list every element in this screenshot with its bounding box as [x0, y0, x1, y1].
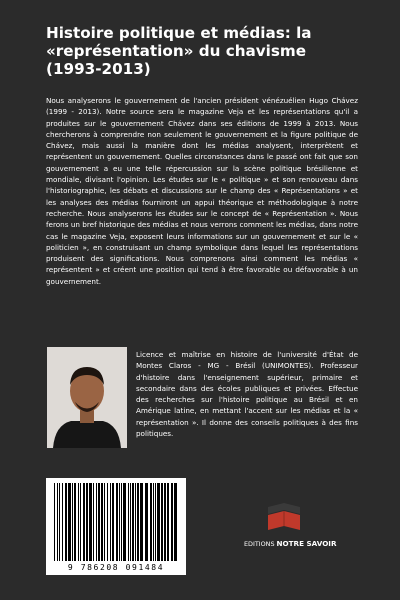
- publisher-logo-icon: [265, 502, 303, 532]
- barcode-bar: [171, 483, 173, 561]
- barcode-bar: [65, 483, 67, 561]
- barcode-bar: [119, 483, 120, 561]
- barcode-bar: [57, 483, 58, 561]
- barcode-bar: [74, 483, 76, 561]
- barcode-bar: [98, 483, 100, 561]
- isbn-digits: 9 786208 091484: [67, 563, 165, 572]
- barcode-bar: [132, 483, 134, 561]
- barcode-bar: [128, 483, 129, 561]
- barcode-bar: [72, 483, 73, 561]
- barcode-bar: [96, 483, 97, 561]
- barcode-bar: [107, 483, 108, 561]
- barcode-bar: [89, 483, 92, 561]
- barcode-bar: [112, 483, 114, 561]
- barcode-bar: [93, 483, 94, 561]
- barcode-bar: [167, 483, 169, 561]
- barcode-bar: [62, 483, 63, 561]
- barcode-bar: [135, 483, 136, 561]
- barcode-bar: [137, 483, 139, 561]
- barcode-bar: [145, 483, 148, 561]
- barcode-bar: [80, 483, 81, 561]
- barcode-bar: [110, 483, 111, 561]
- barcode-bar: [59, 483, 60, 561]
- barcode-bar: [121, 483, 122, 561]
- barcode-bar: [157, 483, 160, 561]
- barcode-bar: [150, 483, 152, 561]
- book-title: Histoire politique et médias: la «représentation» du chavisme (1993-2013): [46, 24, 312, 78]
- author-bio: Licence et maîtrise en histoire de l'université d'État de Montes Claros - MG - Brésil (UNIMONTES). Professeur d'histoire dans l'enseignement supérieur, primaire et secondaire dans des écoles publiques et privées. Effectue des recherches sur l'histoire politique au Brésil et en Amérique latine, en mettant l'accent sur les médias et la « représentation ». Il donne des conseils politiques à des fins politiques.: [136, 350, 358, 439]
- book-synopsis: Nous analyserons le gouvernement de l'ancien président vénézuélien Hugo Chávez (1999 - 2013). Notre source sera le magazine Veja et les représentations qu'il a produites sur le gouvernement Chávez dans ses éditions de 1999 à 2013. Nous chercherons à comprendre non seulement le gouvernement et la figure politique de Chávez, mais aussi la manière dont les médias analysent, interprètent et représentent un gouvernement. Quelles circonstances dans le passé ont fait que son gouvernement a eu une telle répercussion sur la scène politique brésilienne et mondiale, divisant l'opinion. Les études sur le « politique » et son renouveau dans l'historiographie, les débats et discussions sur le champ des « Représentations » et les analyses des médias fourniront un appui théorique et méthodologique à notre recherche. Nous analyserons les études sur le concept de « Représentation ». Nous ferons un bref historique des médias et nous verrons comment les médias, dans notre cas le magazine Veja, exposent leurs informations sur un gouvernement et sur le « politicien », en construisant un champ symbolique dans lequel les représentations produisent des significations. Nous comprenons ainsi comment les médias « représentent » et créent une position qui tend à être favorable ou défavorable à un gouvernement.: [46, 96, 358, 286]
- publisher-name-bold: NOTRE SAVOIR: [276, 539, 337, 548]
- barcode-bar: [104, 483, 105, 561]
- isbn-barcode: [46, 478, 186, 575]
- barcode-bars: [46, 478, 186, 575]
- publisher-name: [244, 539, 344, 548]
- barcode-bar: [155, 483, 156, 561]
- barcode-bar: [140, 483, 143, 561]
- publisher-name-prefix: EDITIONS: [244, 540, 277, 548]
- author-photo: [47, 347, 127, 448]
- barcode-bar: [130, 483, 131, 561]
- author-portrait-image: [47, 347, 127, 448]
- barcode-bar: [161, 483, 163, 561]
- barcode-bar: [86, 483, 88, 561]
- barcode-bar: [174, 483, 177, 561]
- barcode-bar: [153, 483, 154, 561]
- barcode-bar: [101, 483, 103, 561]
- barcode-bar: [116, 483, 118, 561]
- barcode-bar: [54, 483, 55, 561]
- barcode-bar: [164, 483, 166, 561]
- barcode-bar: [78, 483, 79, 561]
- barcode-bar: [123, 483, 126, 561]
- barcode-bar: [68, 483, 71, 561]
- barcode-bar: [83, 483, 85, 561]
